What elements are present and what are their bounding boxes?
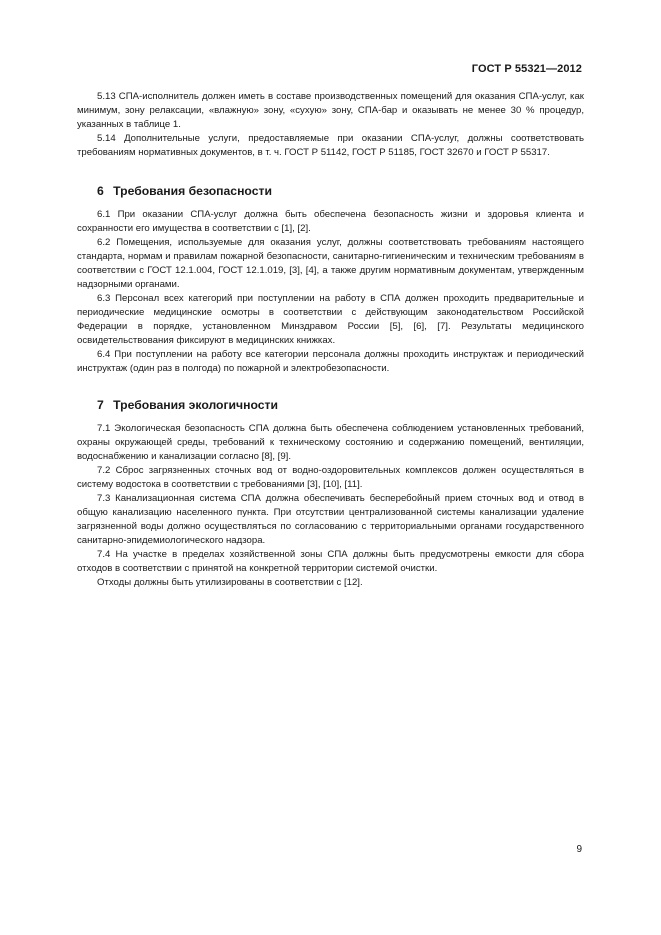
paragraph-7-1: 7.1 Экологическая безопасность СПА должна быть обеспечена соблюдением установленных требований, охраны окружающей среды, требований к техническому состоянию и содержанию помещений, вентиляции, водоснабжению и канализации согласно [8], [9]. — [77, 423, 584, 462]
paragraph-7-2: 7.2 Сброс загрязненных сточных вод от водно-оздоровительных комплексов должен осуществляться в систему водостока в соответствии с требованиями [3], [10], [11]. — [77, 465, 584, 490]
paragraph-7-3: 7.3 Канализационная система СПА должна обеспечивать бесперебойный прием сточных вод и отвод в общую канализацию населенного пункта. При отсутствии централизованной системы канализации удаление загрязненной воды должно осуществляться по согласованию с территориальными органами государственного санитарно-эпидемиологического надзора. — [77, 493, 584, 546]
paragraph-6-4: 6.4 При поступлении на работу все категории персонала должны проходить инструктаж и периодический инструктаж (один раз в полгода) по пожарной и электробезопасности. — [77, 349, 584, 374]
paragraph-6-3: 6.3 Персонал всех категорий при поступлении на работу в СПА должен проходить предварительные и периодические медицинские осмотры в соответствии с действующим законодательством Российской Федерации в порядке, установленном Минздравом России [5], [6], [7]. Результаты медицинского освидетельствования фиксируют в медицинских книжках. — [77, 293, 584, 346]
section-7-title: Требования экологичности — [113, 398, 279, 412]
paragraph-7-4: 7.4 На участке в пределах хозяйственной зоны СПА должны быть предусмотрены емкости для сбора отходов в соответствии с принятой на конкретной территории системой очистки. — [77, 549, 584, 574]
section-7-number: 7 — [97, 398, 104, 412]
document-body — [77, 90, 584, 590]
standard-header: ГОСТ Р 55321—2012 — [471, 63, 582, 75]
paragraph-5-13: 5.13 СПА-исполнитель должен иметь в составе производственных помещений для оказания СПА-услуг, как минимум, зону релаксации, «влажную» зону, «сухую» зону, СПА-бар и оказывать не менее 30 % процедур, указанных в таблице 1. — [77, 91, 584, 130]
section-6-number: 6 — [97, 184, 104, 198]
paragraph-5-14: 5.14 Дополнительные услуги, предоставляемые при оказании СПА-услуг, должны соответствовать требованиям нормативных документов, в т. ч. ГОСТ Р 51142, ГОСТ Р 51185, ГОСТ 32670 и ГОСТ Р 55317. — [77, 133, 584, 158]
paragraph-7-4-waste: Отходы должны быть утилизированы в соответствии с [12]. — [97, 577, 363, 588]
paragraph-6-2: 6.2 Помещения, используемые для оказания услуг, должны соответствовать требованиям настоящего стандарта, нормам и правилам пожарной безопасности, санитарно-гигиеническим и техническим требованиям в соответствии с ГОСТ 12.1.004, ГОСТ 12.1.019, [3], [4], а также другим нормативным документам, утвержденным надзорными органами. — [77, 237, 584, 290]
section-7-heading — [77, 398, 584, 412]
paragraph-6-1: 6.1 При оказании СПА-услуг должна быть обеспечена безопасность жизни и здоровья клиента и сохранности его имущества в соответствии с [1], [2]. — [77, 209, 584, 234]
page-number: 9 — [576, 844, 582, 855]
section-6-title: Требования безопасности — [113, 184, 272, 198]
section-6-heading — [77, 184, 584, 198]
